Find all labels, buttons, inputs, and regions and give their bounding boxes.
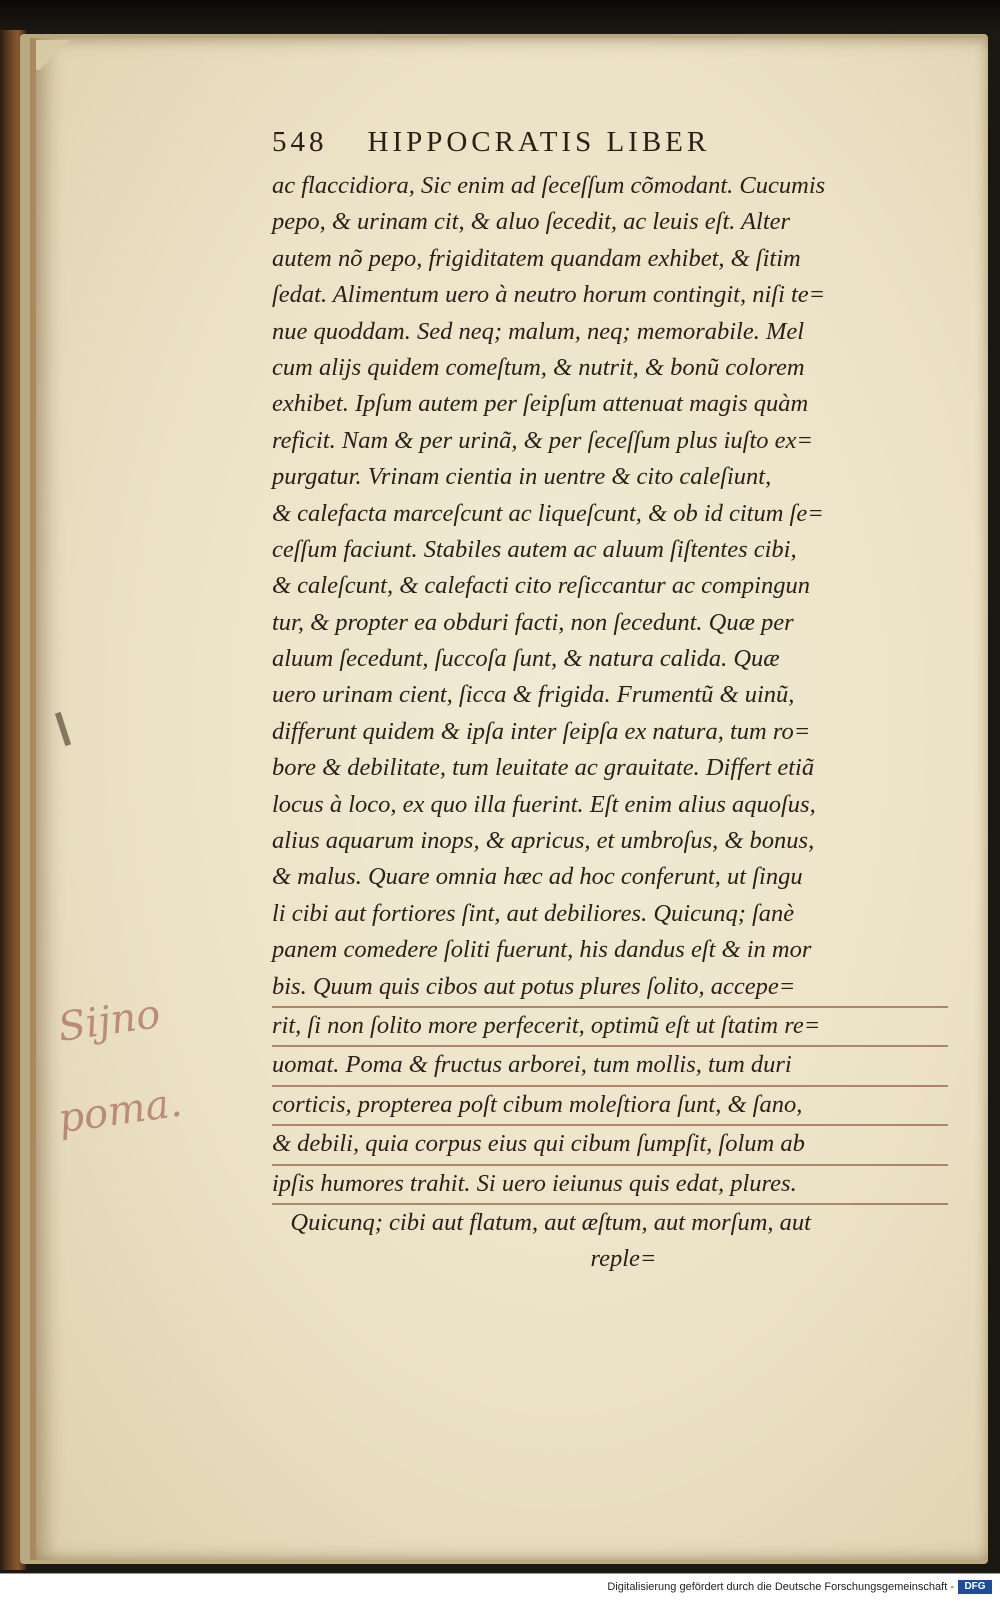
text-line: ceſſum faciunt. Stabiles autem ac aluum ſiſtentes cibi, [272,535,797,563]
dfg-logo: DFG [958,1580,992,1594]
text-line: differunt quidem & ipſa inter ſeipſa ex natura, tum ro= [272,717,811,745]
text-line: aluum ſecedunt, ſuccoſa ſunt, & natura calida. Quæ [272,645,780,673]
text-line: & caleſcunt, & calefacti cito reſiccantur ac compingun [272,572,810,600]
text-line: locus à loco, ex quo illa fuerint. Eſt enim alius aquoſus, [272,790,816,818]
catchword: reple= [272,1245,657,1273]
text-line: & malus. Quare omnia hæc ad hoc conferunt, ut ſingu [272,863,803,891]
page-body-text [272,168,948,1278]
running-head-title: HIPPOCRATIS LIBER [367,126,711,158]
text-line-underlined: ipſis humores trahit. Si uero ieiunus quis edat, plures. [272,1166,948,1205]
digitization-footer [0,1573,1000,1603]
text-line: cum alijs quidem comeſtum, & nutrit, & bonũ colorem [272,353,805,381]
text-line-underlined: uomat. Poma & fructus arborei, tum mollis, tum duri [272,1047,948,1086]
text-line: li cibi aut fortiores ſint, aut debiliores. Quicunq; ſanè [272,899,795,927]
text-line: bore & debilitate, tum leuitate ac grauitate. Differt etiã [272,754,815,782]
text-line: panem comedere ſoliti fuerunt, his dandus eſt & in mor [272,936,812,964]
text-line-underlined: bis. Quum quis cibos aut potus plures ſolito, accepe= [272,969,948,1008]
text-line-underlined: corticis, propterea poſt cibum moleſtiora ſunt, & ſano, [272,1087,948,1126]
footer-credit: Digitalisierung gefördert durch die Deutsche Forschungsgemeinschaft - [607,1581,954,1593]
text-line-underlined: & debili, quia corpus eius qui cibum ſumpſit, ſolum ab [272,1126,948,1165]
marginal-annotation: Sijno [55,991,164,1051]
running-header [272,126,892,166]
scan-background-top [0,0,1000,34]
page-corner [36,40,74,70]
text-line: purgatur. Vrinam cientia in uentre & cito caleſiunt, [272,463,772,491]
text-line: ac flaccidiora, Sic enim ad ſeceſſum cõmodant. Cucumis [272,172,826,199]
text-line: nue quoddam. Sed neq; malum, neq; memorabile. Mel [272,317,805,345]
text-line: tur, & propter ea obduri facti, non ſecedunt. Quæ per [272,608,794,636]
text-line: reficit. Nam & per urinã, & per ſeceſſum plus iuſto ex= [272,426,813,454]
text-line: autem nõ pepo, frigiditatem quandam exhibet, & ſitim [272,244,801,272]
page-number: 548 [272,126,328,158]
text-line: & calefacta marceſcunt ac liqueſcunt, & ob id citum ſe= [272,499,824,527]
text-line: Quicunq; cibi aut flatum, aut æſtum, aut morſum, aut [272,1208,811,1236]
marginal-annotation: poma. [55,1079,185,1143]
text-line: pepo, & urinam cit, & aluo ſecedit, ac leuis eſt. Alter [272,208,791,236]
text-line: alius aquarum inops, & apricus, et umbroſus, & bonus, [272,827,815,855]
text-line: uero urinam cient, ſicca & frigida. Frumentũ & uinũ, [272,681,795,709]
text-line: exhibet. Ipſum autem per ſeipſum attenuat magis quàm [272,390,809,418]
text-line: ſedat. Alimentum uero à neutro horum contingit, niſi te= [272,281,826,309]
text-line-underlined: rit, ſi non ſolito more perfecerit, optimũ eſt ut ſtatim re= [272,1008,948,1047]
